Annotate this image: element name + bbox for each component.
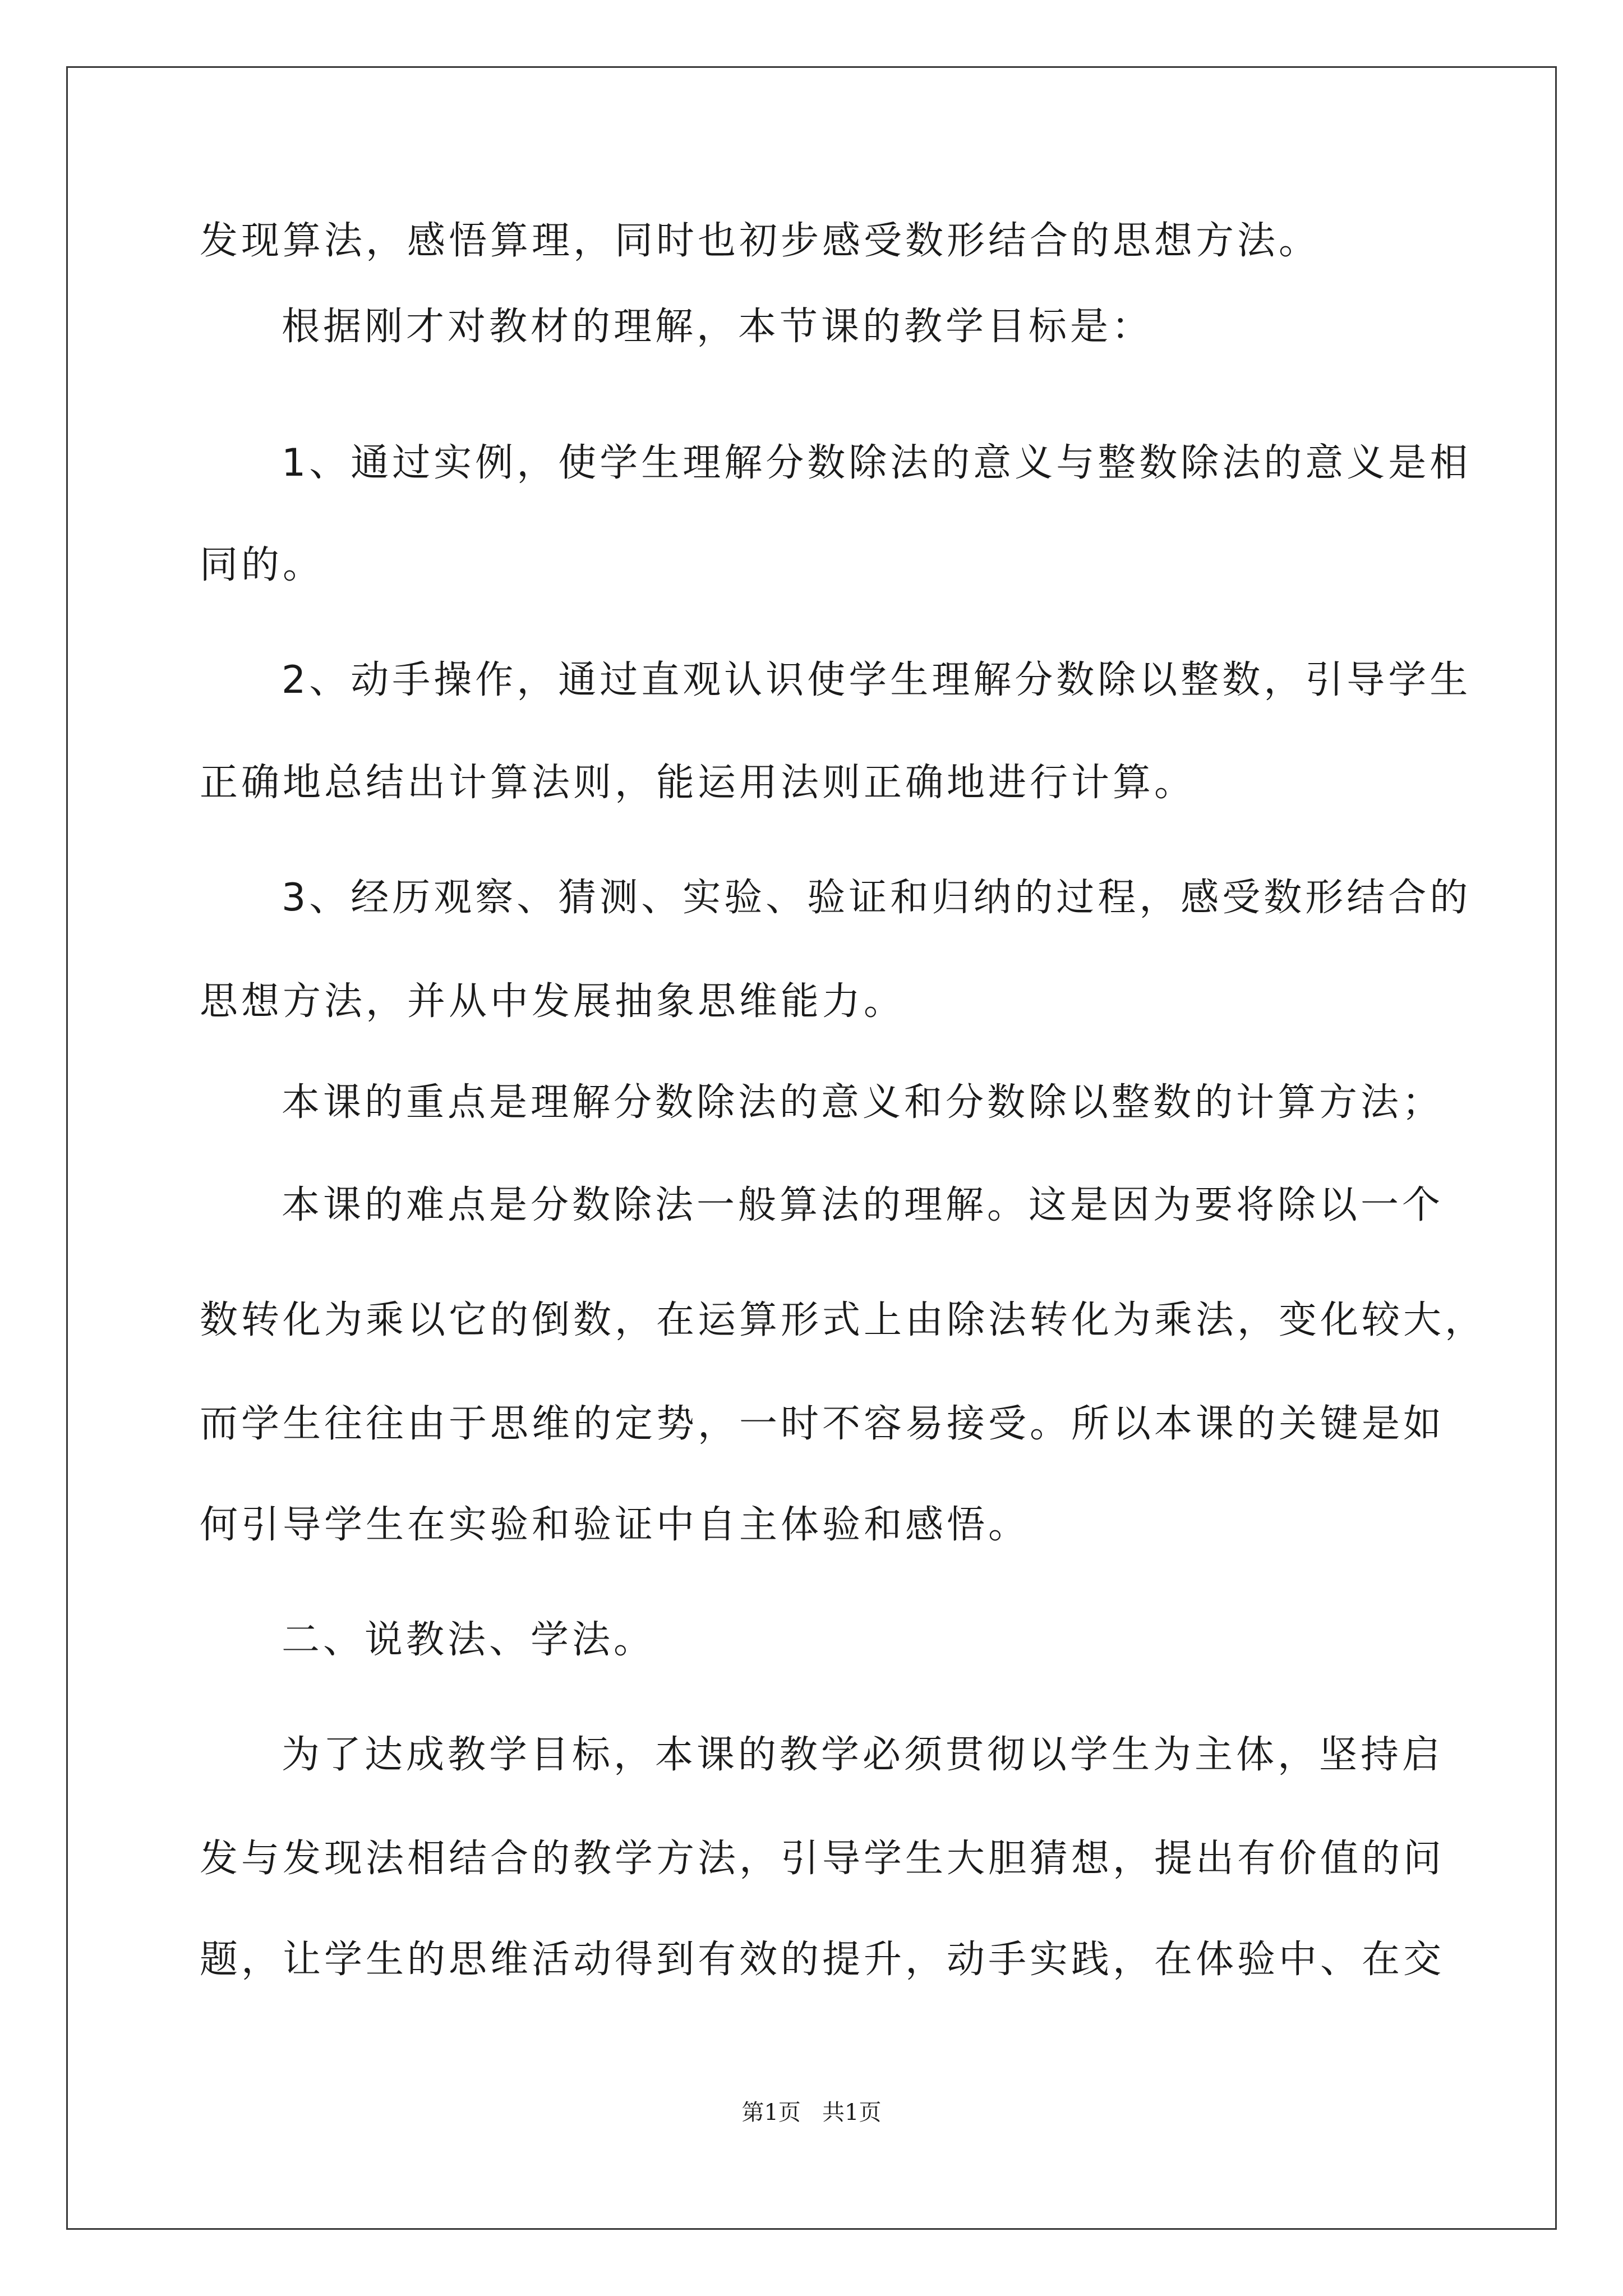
text-line: 本课的重点是理解分数除法的意义和分数除以整数的计算方法； xyxy=(282,1080,1444,1125)
page-border xyxy=(66,66,1557,2230)
text-line: 发与发现法相结合的教学方法，引导学生大胆猜想，提出有价值的问 xyxy=(200,1837,1445,1881)
text-line: 而学生往往由于思维的定势，一时不容易接受。所以本课的关键是如 xyxy=(200,1402,1445,1446)
text-line: 数转化为乘以它的倒数，在运算形式上由除法转化为乘法，变化较大， xyxy=(200,1298,1487,1342)
text-line: 3、经历观察、猜测、实验、验证和归纳的过程，感受数形结合的 xyxy=(282,876,1472,920)
text-line: 正确地总结出计算法则，能运用法则正确地进行计算。 xyxy=(200,761,1196,805)
text-line: 题，让学生的思维活动得到有效的提升，动手实践，在体验中、在交 xyxy=(200,1938,1445,1982)
text-line: 发现算法，感悟算理，同时也初步感受数形结合的思想方法。 xyxy=(200,219,1321,263)
text-line: 思想方法，并从中发展抽象思维能力。 xyxy=(200,979,906,1024)
text-line: 为了达成教学目标，本课的教学必须贯彻以学生为主体，坚持启 xyxy=(282,1733,1444,1777)
text-line: 根据刚才对教材的理解，本节课的教学目标是： xyxy=(282,305,1154,349)
text-line: 2、动手操作，通过直观认识使学生理解分数除以整数，引导学生 xyxy=(282,658,1472,702)
text-line: 二、说教法、学法。 xyxy=(282,1618,656,1662)
text-line: 本课的难点是分数除法一般算法的理解。这是因为要将除以一个 xyxy=(282,1183,1444,1227)
page-number-footer: 第1页 共1页 xyxy=(741,2100,882,2125)
text-line: 何引导学生在实验和验证中自主体验和感悟。 xyxy=(200,1503,1030,1547)
text-line: 同的。 xyxy=(200,543,325,587)
text-line: 1、通过实例，使学生理解分数除法的意义与整数除法的意义是相 xyxy=(282,441,1472,485)
